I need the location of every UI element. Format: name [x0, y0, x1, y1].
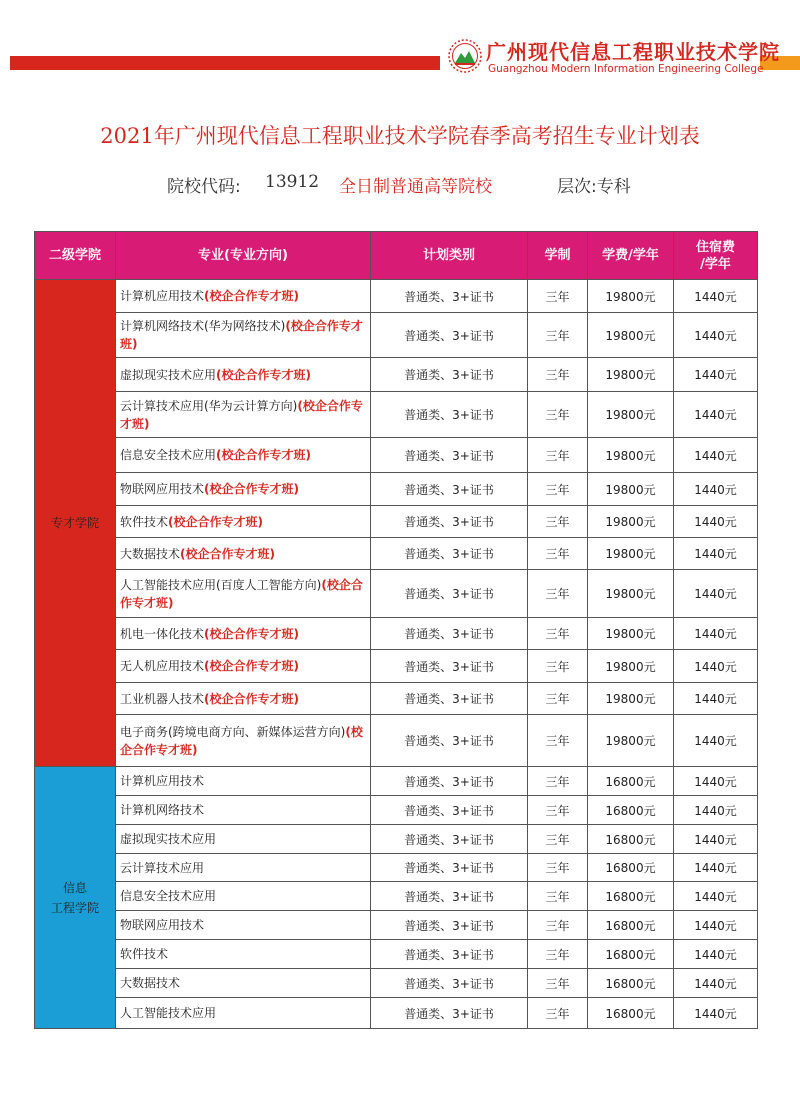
major-cell	[116, 882, 371, 911]
years-cell: 三年	[528, 969, 588, 998]
major-name: 物联网应用技术	[120, 482, 205, 496]
tuition-cell: 16800元	[588, 940, 674, 969]
major-name: 电子商务(跨境电商方向、新媒体运营方向)	[120, 724, 346, 739]
major-cell	[116, 825, 371, 854]
years-cell: 三年	[528, 715, 588, 767]
major-name: 虚拟现实技术应用	[120, 367, 217, 382]
major-name: 云计算技术应用(华为云计算方向)	[120, 398, 298, 413]
years-cell: 三年	[528, 796, 588, 825]
tuition-cell: 16800元	[588, 882, 674, 911]
tuition-cell: 19800元	[588, 392, 674, 438]
years-cell: 三年	[528, 767, 588, 796]
major-name: 大数据技术	[120, 976, 181, 990]
major-cell	[116, 392, 371, 438]
coop-class-tag: (校企合作专才班)	[204, 691, 299, 706]
plan-category-cell: 普通类、3+证书	[371, 969, 528, 998]
tuition-cell: 19800元	[588, 313, 674, 358]
table-row	[35, 796, 758, 825]
major-cell	[116, 998, 371, 1029]
table-row	[35, 570, 758, 618]
table-row	[35, 618, 758, 650]
col-header-tuition: 学费/学年	[588, 232, 674, 280]
plan-category-cell: 普通类、3+证书	[371, 280, 528, 313]
col-header-major: 专业(专业方向)	[116, 232, 371, 280]
major-name: 机电一体化技术	[120, 626, 205, 641]
major-cell	[116, 538, 371, 570]
major-name: 物联网应用技术	[120, 918, 205, 932]
plan-category-cell: 普通类、3+证书	[371, 767, 528, 796]
major-name: 信息安全技术应用	[120, 448, 217, 462]
table-row	[35, 650, 758, 683]
table-row	[35, 940, 758, 969]
plan-category-cell: 普通类、3+证书	[371, 911, 528, 940]
years-cell: 三年	[528, 358, 588, 392]
plan-category-cell: 普通类、3+证书	[371, 715, 528, 767]
lodging-cell: 1440元	[674, 767, 758, 796]
major-name: 计算机网络技术	[120, 803, 205, 817]
major-name: 软件技术	[120, 514, 169, 529]
coop-class-tag: (校企合作专才班)	[180, 546, 275, 561]
major-name: 人工智能技术应用	[120, 1006, 217, 1020]
header-red-bar	[10, 56, 440, 70]
plan-category-cell: 普通类、3+证书	[371, 313, 528, 358]
lodging-cell: 1440元	[674, 473, 758, 506]
plan-category-cell: 普通类、3+证书	[371, 358, 528, 392]
coop-class-tag: (校企合作专才班)	[204, 659, 299, 673]
table-row	[35, 998, 758, 1029]
lodging-cell: 1440元	[674, 940, 758, 969]
major-name: 工业机器人技术	[120, 691, 205, 706]
plan-category-cell: 普通类、3+证书	[371, 683, 528, 715]
college-name-cn: 广州现代信息工程职业技术学院	[486, 40, 780, 64]
coop-class-tag: (校企合作专才班)	[120, 724, 363, 757]
major-name: 云计算技术应用	[120, 860, 205, 875]
years-cell: 三年	[528, 998, 588, 1029]
major-cell	[116, 911, 371, 940]
tuition-cell: 16800元	[588, 969, 674, 998]
table-row	[35, 825, 758, 854]
tuition-cell: 19800元	[588, 438, 674, 473]
table-row	[35, 473, 758, 506]
tuition-cell: 19800元	[588, 358, 674, 392]
table-row	[35, 280, 758, 313]
school-code-label: 院校代码:	[167, 177, 241, 197]
table-row	[35, 506, 758, 538]
table-row	[35, 882, 758, 911]
tuition-cell: 19800元	[588, 650, 674, 683]
major-cell	[116, 506, 371, 538]
coop-class-tag: (校企合作专才班)	[204, 482, 299, 496]
lodging-cell: 1440元	[674, 618, 758, 650]
tuition-cell: 19800元	[588, 538, 674, 570]
years-cell: 三年	[528, 392, 588, 438]
plan-category-cell: 普通类、3+证书	[371, 438, 528, 473]
tuition-cell: 16800元	[588, 796, 674, 825]
lodging-cell: 1440元	[674, 796, 758, 825]
major-name: 软件技术	[120, 947, 169, 961]
school-code-value: 13912	[265, 172, 320, 192]
major-cell	[116, 969, 371, 998]
major-cell	[116, 570, 371, 618]
lodging-cell: 1440元	[674, 825, 758, 854]
plan-category-cell: 普通类、3+证书	[371, 570, 528, 618]
plan-category-cell: 普通类、3+证书	[371, 650, 528, 683]
lodging-cell: 1440元	[674, 854, 758, 882]
tuition-cell: 19800元	[588, 473, 674, 506]
plan-category-cell: 普通类、3+证书	[371, 854, 528, 882]
lodging-cell: 1440元	[674, 506, 758, 538]
years-cell: 三年	[528, 854, 588, 882]
table-row	[35, 392, 758, 438]
major-cell	[116, 715, 371, 767]
plan-category-cell: 普通类、3+证书	[371, 796, 528, 825]
lodging-cell: 1440元	[674, 683, 758, 715]
major-name: 计算机应用技术	[120, 774, 205, 788]
coop-class-tag: (校企合作专才班)	[204, 289, 299, 303]
major-name: 虚拟现实技术应用	[120, 832, 217, 846]
coop-class-tag: (校企合作专才班)	[120, 577, 363, 610]
years-cell: 三年	[528, 570, 588, 618]
lodging-cell: 1440元	[674, 358, 758, 392]
col-header-category: 计划类别	[371, 232, 528, 280]
major-name: 无人机应用技术	[120, 659, 205, 673]
years-cell: 三年	[528, 538, 588, 570]
years-cell: 三年	[528, 438, 588, 473]
major-cell	[116, 358, 371, 392]
table-row	[35, 715, 758, 767]
plan-category-cell: 普通类、3+证书	[371, 473, 528, 506]
lodging-cell: 1440元	[674, 650, 758, 683]
college-name-en: Guangzhou Modern Information Engineering College	[488, 63, 764, 75]
years-cell: 三年	[528, 313, 588, 358]
coop-class-tag: (校企合作专才班)	[216, 448, 311, 462]
major-name: 计算机网络技术(华为网络技术)	[120, 319, 286, 333]
major-cell	[116, 280, 371, 313]
enrollment-plan-table	[34, 231, 758, 1029]
tuition-cell: 16800元	[588, 825, 674, 854]
table-row	[35, 683, 758, 715]
lodging-cell: 1440元	[674, 969, 758, 998]
years-cell: 三年	[528, 882, 588, 911]
major-cell	[116, 940, 371, 969]
lodging-cell: 1440元	[674, 538, 758, 570]
major-cell	[116, 796, 371, 825]
tuition-cell: 16800元	[588, 911, 674, 940]
years-cell: 三年	[528, 940, 588, 969]
dept-cell: 专才学院	[35, 280, 116, 767]
lodging-cell: 1440元	[674, 570, 758, 618]
dept-cell: 信息 工程学院	[35, 767, 116, 1029]
plan-category-cell: 普通类、3+证书	[371, 998, 528, 1029]
years-cell: 三年	[528, 506, 588, 538]
lodging-cell: 1440元	[674, 715, 758, 767]
years-cell: 三年	[528, 618, 588, 650]
years-cell: 三年	[528, 650, 588, 683]
major-cell	[116, 313, 371, 358]
table-row	[35, 911, 758, 940]
years-cell: 三年	[528, 911, 588, 940]
lodging-cell: 1440元	[674, 438, 758, 473]
education-level: 层次:专科	[557, 177, 631, 197]
table-row	[35, 969, 758, 998]
lodging-cell: 1440元	[674, 313, 758, 358]
plan-category-cell: 普通类、3+证书	[371, 538, 528, 570]
major-name: 计算机应用技术	[120, 289, 205, 303]
coop-class-tag: (校企合作专才班)	[120, 398, 363, 431]
plan-category-cell: 普通类、3+证书	[371, 940, 528, 969]
years-cell: 三年	[528, 683, 588, 715]
years-cell: 三年	[528, 825, 588, 854]
plan-category-cell: 普通类、3+证书	[371, 392, 528, 438]
major-cell	[116, 438, 371, 473]
major-cell	[116, 767, 371, 796]
plan-category-cell: 普通类、3+证书	[371, 618, 528, 650]
plan-category-cell: 普通类、3+证书	[371, 882, 528, 911]
table-row	[35, 313, 758, 358]
col-header-years: 学制	[528, 232, 588, 280]
tuition-cell: 19800元	[588, 570, 674, 618]
plan-category-cell: 普通类、3+证书	[371, 506, 528, 538]
coop-class-tag: (校企合作专才班)	[168, 514, 263, 529]
lodging-cell: 1440元	[674, 911, 758, 940]
tuition-cell: 19800元	[588, 506, 674, 538]
major-cell	[116, 650, 371, 683]
plan-category-cell: 普通类、3+证书	[371, 825, 528, 854]
years-cell: 三年	[528, 280, 588, 313]
lodging-cell: 1440元	[674, 998, 758, 1029]
school-type: 全日制普通高等院校	[339, 177, 492, 197]
lodging-cell: 1440元	[674, 280, 758, 313]
coop-class-tag: (校企合作专才班)	[204, 626, 299, 641]
major-cell	[116, 683, 371, 715]
table-row	[35, 438, 758, 473]
tuition-cell: 16800元	[588, 767, 674, 796]
tuition-cell: 16800元	[588, 854, 674, 882]
table-row	[35, 767, 758, 796]
major-cell	[116, 473, 371, 506]
major-cell	[116, 618, 371, 650]
coop-class-tag: (校企合作专才班)	[120, 319, 363, 351]
college-emblem-icon	[447, 38, 483, 74]
lodging-cell: 1440元	[674, 392, 758, 438]
tuition-cell: 19800元	[588, 280, 674, 313]
tuition-cell: 16800元	[588, 998, 674, 1029]
years-cell: 三年	[528, 473, 588, 506]
table-row	[35, 854, 758, 882]
major-name: 信息安全技术应用	[120, 889, 217, 903]
col-header-lodging: 住宿费 /学年	[674, 232, 758, 280]
lodging-cell: 1440元	[674, 882, 758, 911]
table-header-row	[35, 232, 758, 280]
major-name: 人工智能技术应用(百度人工智能方向)	[120, 577, 322, 592]
table-row	[35, 538, 758, 570]
page-title: 2021年广州现代信息工程职业技术学院春季高考招生专业计划表	[100, 124, 700, 148]
major-name: 大数据技术	[120, 546, 181, 561]
major-cell	[116, 854, 371, 882]
tuition-cell: 19800元	[588, 618, 674, 650]
tuition-cell: 19800元	[588, 715, 674, 767]
table-row	[35, 358, 758, 392]
col-header-dept: 二级学院	[35, 232, 116, 280]
tuition-cell: 19800元	[588, 683, 674, 715]
coop-class-tag: (校企合作专才班)	[216, 367, 311, 382]
